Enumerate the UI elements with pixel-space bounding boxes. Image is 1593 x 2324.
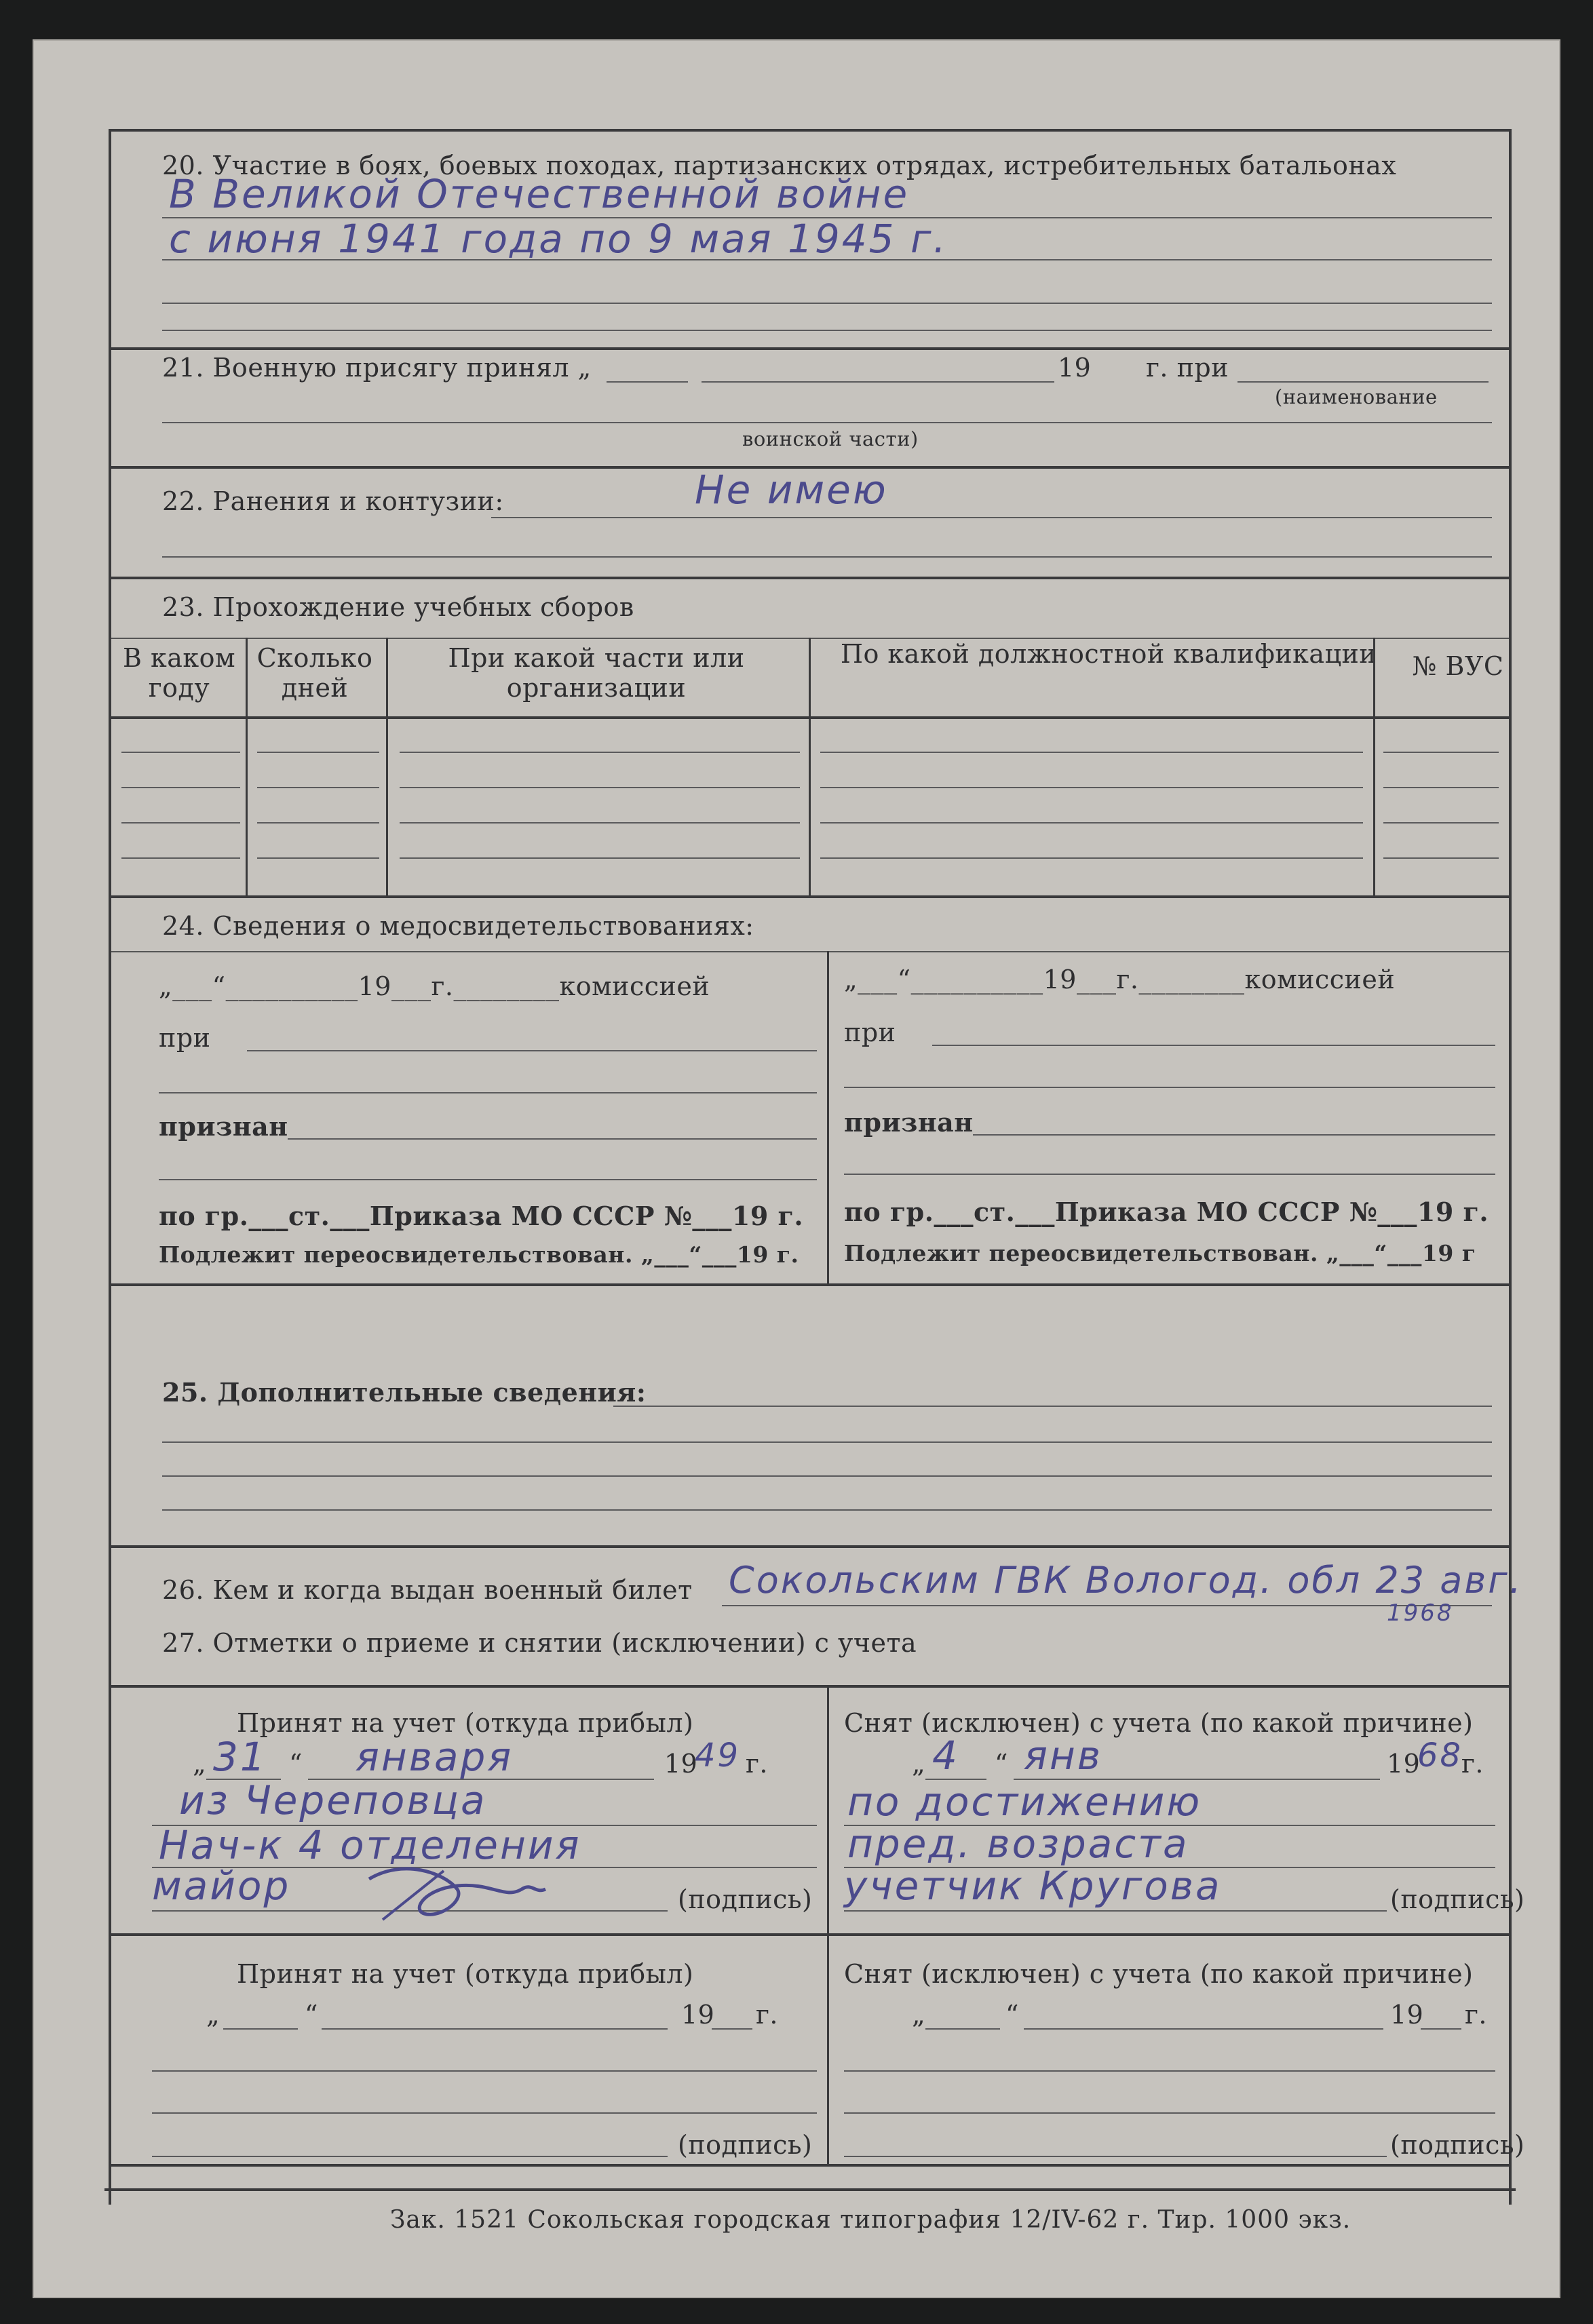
e1-right-clerk: учетчик Кругова: [844, 1863, 1222, 1909]
rule: [162, 422, 1492, 423]
table-rule: [820, 822, 1363, 824]
e1-right-g: г.: [1461, 1749, 1484, 1779]
s24-right-order: по гр.___ст.___Приказа МО СССР №___19 г.: [844, 1197, 1489, 1227]
rule: [844, 1910, 1387, 1912]
col-header-vus: № ВУС: [1412, 651, 1504, 681]
e2-left-yearprefix: 19: [681, 2000, 715, 2030]
quote-mark: „: [193, 1749, 207, 1779]
s24-left-order: по гр.___ст.___Приказа МО СССР №___19 г.: [159, 1201, 804, 1231]
s24-right-date: „___“__________19___г.________комиссией: [844, 965, 1396, 994]
rule: [1421, 2028, 1461, 2030]
rule: [152, 2070, 817, 2072]
table-rule: [257, 822, 379, 824]
s24-right-podlezhit: Подлежит переосвидетельствован. „___“___19 г: [844, 1240, 1476, 1266]
col-divider: [246, 638, 248, 895]
rule: [844, 2070, 1495, 2072]
section-21-label: 21. Военную присягу принял „: [162, 353, 592, 383]
separator: [111, 951, 1509, 952]
e1-right-year: 68: [1417, 1737, 1463, 1775]
e1-left-g: г.: [746, 1749, 768, 1779]
sign-label-4: (подпись): [1390, 2130, 1525, 2160]
table-rule: [257, 857, 379, 859]
table-rule: [820, 752, 1363, 753]
e1-left-position: Нач-к 4 отделения: [159, 1822, 581, 1868]
form-frame: [109, 129, 1525, 2205]
col-divider: [827, 951, 829, 1283]
rule: [1024, 2028, 1383, 2030]
table-rule: [257, 752, 379, 753]
quote-mark: „: [912, 2000, 926, 2030]
rule: [162, 556, 1492, 558]
separator: [111, 1933, 1509, 1936]
col-divider: [827, 1685, 829, 2164]
col-header-days: Сколько дней: [256, 643, 373, 703]
col-header-year: В каком году: [122, 643, 236, 703]
s24-left-priznan: признан: [159, 1111, 288, 1142]
separator: [111, 1283, 1509, 1286]
rule: [162, 330, 1492, 331]
rule: [613, 1406, 1492, 1407]
rule: [162, 1509, 1492, 1511]
table-rule: [820, 787, 1363, 788]
rule: [159, 1179, 817, 1180]
rule: [152, 2112, 817, 2114]
col-header-qualification: По какой должностной квалификации: [840, 639, 1377, 669]
rule: [162, 1475, 1492, 1477]
col-header-unit: При какой части или организации: [448, 643, 745, 703]
rule: [159, 1092, 817, 1093]
section-23-label: 23. Прохождение учебных сборов: [162, 592, 634, 622]
rule: [702, 381, 1054, 383]
e1-right-reason2: пред. возраста: [847, 1821, 1189, 1867]
print-footer: Зак. 1521 Сокольская городская типография 12/IV-62 г. Тир. 1000 экз.: [390, 2206, 1351, 2234]
table-rule: [400, 857, 800, 859]
e1-left-from: из Череповца: [179, 1777, 487, 1823]
col-divider: [809, 638, 811, 895]
rule: [491, 517, 1492, 518]
e2-right-g: г.: [1465, 2000, 1487, 2030]
section-26-label: 26. Кем и когда выдан военный билет: [162, 1575, 693, 1605]
col-divider: [1373, 638, 1375, 895]
accepted-title-2: Принят на учет (откуда прибыл): [237, 1959, 694, 1989]
s22-handwritten-value: Не имею: [695, 467, 888, 513]
section-24-label: 24. Сведения о медосвидетельствованиях:: [162, 911, 754, 941]
table-rule: [820, 857, 1363, 859]
section-27-label: 27. Отметки о приеме и снятии (исключении) с учета: [162, 1628, 917, 1658]
rule: [152, 2156, 668, 2157]
e1-right-yearprefix: 19: [1387, 1749, 1421, 1779]
table-rule: [121, 857, 240, 859]
table-rule: [1383, 752, 1499, 753]
separator: [111, 577, 1509, 579]
s24-left-podlezhit: Подлежит переосвидетельствован. „___“___19 г.: [159, 1241, 799, 1268]
rule: [973, 1134, 1495, 1136]
s26-handwritten-value: Сокольским ГВК Вологод. обл 23 авг.: [729, 1559, 1523, 1602]
e1-right-day: 4: [932, 1732, 959, 1779]
s24-right-priznan: признан: [844, 1107, 974, 1138]
s21-note2: воинской части): [742, 427, 919, 450]
s24-right-pri: при: [844, 1018, 896, 1047]
s20-handwritten-line2: с июня 1941 года по 9 мая 1945 г.: [169, 216, 948, 262]
quote-mark: “: [305, 2000, 318, 2030]
rule: [932, 1045, 1495, 1046]
quote-mark: “: [289, 1749, 303, 1779]
removed-title-1: Снят (исключен) с учета (по какой причине): [844, 1708, 1474, 1738]
accepted-title-1: Принят на учет (откуда прибыл): [237, 1708, 694, 1738]
col-divider: [386, 638, 388, 895]
rule: [322, 2028, 668, 2030]
sign-label-2: (подпись): [1390, 1884, 1525, 1914]
s21-note1: (наименование: [1275, 385, 1438, 408]
section-22-label: 22. Ранения и контузии:: [162, 486, 504, 516]
removed-title-2: Снят (исключен) с учета (по какой причине): [844, 1959, 1474, 1989]
sign-label-1: (подпись): [678, 1884, 813, 1914]
table-rule: [400, 752, 800, 753]
s24-left-pri: при: [159, 1023, 211, 1053]
table-rule: [400, 787, 800, 788]
table-rule: [121, 787, 240, 788]
e2-right-yearprefix: 19: [1390, 2000, 1424, 2030]
rule: [162, 303, 1492, 304]
table-rule: [257, 787, 379, 788]
separator: [111, 1685, 1509, 1688]
s26-handwritten-year: 1968: [1387, 1600, 1454, 1627]
table-rule: [1383, 857, 1499, 859]
s20-handwritten-line1: В Великой Отечественной войне: [169, 171, 910, 217]
table-rule: [121, 752, 240, 753]
e1-left-day: 31: [213, 1734, 267, 1780]
rule: [712, 2028, 752, 2030]
separator: [111, 347, 1509, 350]
sign-label-3: (подпись): [678, 2130, 813, 2160]
table-rule: [400, 822, 800, 824]
e2-left-g: г.: [756, 2000, 778, 2030]
e1-left-month: января: [356, 1734, 514, 1780]
rule: [925, 2028, 1000, 2030]
top-border: [111, 129, 1509, 132]
quote-mark: “: [995, 1749, 1008, 1779]
section-20-label: 20. Участие в боях, боевых походах, партизанских отрядах, истребительных батальонах: [162, 151, 1397, 180]
signature-left: [362, 1852, 566, 1926]
e1-left-year: 49: [695, 1737, 741, 1775]
e1-right-reason1: по достижению: [847, 1779, 1202, 1825]
s21-year: 19: [1058, 353, 1092, 383]
s24-left-date: „___“__________19___г.________комиссией: [159, 971, 710, 1001]
rule: [288, 1138, 817, 1140]
rule: [247, 1050, 817, 1051]
bottom-border-1: [111, 2164, 1509, 2167]
e1-left-yearprefix: 19: [664, 1749, 698, 1779]
quote-mark: „: [912, 1749, 926, 1779]
quote-mark: “: [1005, 2000, 1019, 2030]
rule: [722, 1605, 1492, 1606]
table-rule: [121, 822, 240, 824]
s21-at: г. при: [1146, 353, 1229, 383]
rule: [162, 1441, 1492, 1443]
rule: [223, 2028, 298, 2030]
table-rule: [1383, 787, 1499, 788]
separator: [111, 1545, 1509, 1548]
rule: [1237, 381, 1489, 383]
rule: [844, 1174, 1495, 1175]
e1-right-month: янв: [1024, 1732, 1102, 1779]
separator: [111, 895, 1509, 898]
rule: [844, 2156, 1387, 2157]
section-25-label: 25. Дополнительные сведения:: [162, 1377, 647, 1408]
rule: [844, 2112, 1495, 2114]
e1-left-rank: майор: [152, 1863, 291, 1909]
rule: [607, 381, 688, 383]
bottom-border-2: [104, 2188, 1516, 2191]
table-rule: [1383, 822, 1499, 824]
rule: [844, 1087, 1495, 1088]
quote-mark: „: [206, 2000, 220, 2030]
